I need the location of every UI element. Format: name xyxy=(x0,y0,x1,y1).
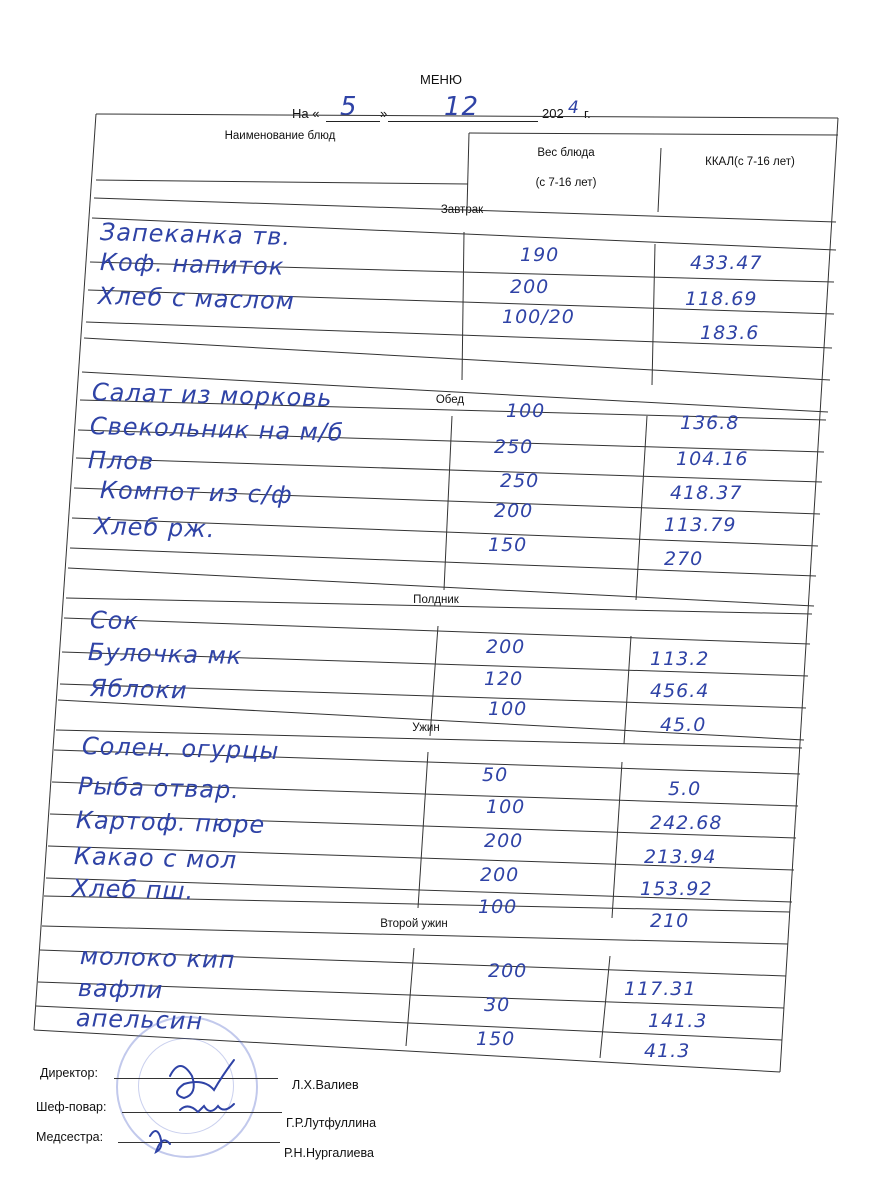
signature-director-role: Директор: xyxy=(40,1066,98,1080)
lunch-4-name: Компот из с/ф xyxy=(99,476,293,510)
lunch-4-kcal: 113.79 xyxy=(664,514,737,536)
lunch-2-weight: 250 xyxy=(494,436,534,458)
section-breakfast: Завтрак xyxy=(440,204,484,216)
second-dinner-2-name: вафли xyxy=(77,974,164,1005)
second-dinner-3-kcal: 41.3 xyxy=(644,1040,691,1062)
date-prefix: На « xyxy=(292,106,320,121)
dinner-2-weight: 100 xyxy=(486,796,526,818)
menu-title: МЕНЮ xyxy=(420,72,463,87)
signature-chef-name: Г.Р.Лутфуллина xyxy=(286,1116,377,1130)
dinner-4-weight: 200 xyxy=(480,864,520,886)
lunch-1-name: Салат из морковь xyxy=(91,378,333,413)
breakfast-1-kcal: 433.47 xyxy=(690,252,763,274)
dinner-1-name: Солен. огурцы xyxy=(81,732,280,766)
snack-4-kcal: 45.0 xyxy=(660,714,707,736)
second-dinner-1-kcal: 117.31 xyxy=(624,978,697,1000)
breakfast-2-name: Коф. напиток xyxy=(99,248,285,281)
handwritten-signatures xyxy=(140,1036,260,1166)
breakfast-1-name: Запеканка тв. xyxy=(99,218,292,251)
dinner-3-weight: 200 xyxy=(484,830,524,852)
date-year: 202 xyxy=(542,106,564,121)
snack-4-weight: 100 xyxy=(488,698,528,720)
signature-director-name: Л.Х.Валиев xyxy=(292,1078,359,1092)
date-day: 5 xyxy=(340,92,358,122)
second-dinner-1-weight: 200 xyxy=(488,960,528,982)
snack-1-name: Сок xyxy=(89,606,140,636)
dinner-3-kcal: 213.94 xyxy=(644,846,717,868)
lunch-3-name: Плов xyxy=(87,446,155,476)
breakfast-3-name: Хлеб с маслом xyxy=(97,282,296,316)
signature-chef-role: Шеф-повар: xyxy=(36,1100,107,1114)
dinner-2-kcal: 242.68 xyxy=(650,812,723,834)
breakfast-3-weight: 100/20 xyxy=(502,306,575,328)
section-snack: Полдник xyxy=(413,594,459,606)
date-month: 12 xyxy=(444,92,480,122)
signature-nurse-role: Медсестра: xyxy=(36,1130,104,1144)
section-second-dinner: Второй ужин xyxy=(380,918,448,930)
dinner-5-name: Хлеб пш. xyxy=(71,874,195,906)
col-header-kcal: ККАЛ(с 7-16 лет) xyxy=(705,156,795,168)
date-year-digit: 4 xyxy=(568,98,580,118)
table-top-border xyxy=(96,114,838,118)
second-dinner-1-name: молоко кип xyxy=(79,942,236,975)
lunch-5-kcal: 270 xyxy=(664,548,704,570)
col-header-weight: Вес блюда xyxy=(537,147,595,159)
breakfast-1-weight: 190 xyxy=(520,244,560,266)
dinner-4-kcal: 153.92 xyxy=(640,878,713,900)
lunch-5-name: Хлеб рж. xyxy=(93,512,216,544)
breakfast-2-kcal: 118.69 xyxy=(685,288,758,310)
second-dinner-2-kcal: 141.3 xyxy=(648,1010,708,1032)
snack-3-kcal: 456.4 xyxy=(650,680,710,702)
section-dinner: Ужин xyxy=(412,722,440,734)
director-signature xyxy=(170,1060,234,1098)
dinner-5-weight: 100 xyxy=(478,896,518,918)
lunch-2-kcal: 104.16 xyxy=(676,448,749,470)
breakfast-3-kcal: 183.6 xyxy=(700,322,760,344)
lunch-5-weight: 150 xyxy=(488,534,528,556)
lunch-3-kcal: 418.37 xyxy=(670,482,743,504)
date-suffix: г. xyxy=(584,106,591,121)
dinner-1-weight: 50 xyxy=(482,764,509,786)
dinner-3-name: Картоф. пюре xyxy=(75,806,266,839)
lunch-1-kcal: 136.8 xyxy=(680,412,740,434)
date-mid: » xyxy=(380,106,388,121)
table-right-border xyxy=(780,118,838,1072)
snack-3-weight: 120 xyxy=(484,668,524,690)
second-dinner-3-name: апельсин xyxy=(75,1004,204,1036)
second-dinner-3-weight: 150 xyxy=(476,1028,516,1050)
snack-2-weight: 200 xyxy=(486,636,526,658)
second-dinner-2-weight: 30 xyxy=(484,994,511,1016)
chef-signature xyxy=(180,1104,234,1112)
snack-2-name: Булочка мк xyxy=(87,638,243,671)
lunch-3-weight: 250 xyxy=(500,470,540,492)
lunch-1-weight: 100 xyxy=(506,400,546,422)
col-header-weight-age: (с 7-16 лет) xyxy=(535,177,597,189)
dinner-5-kcal: 210 xyxy=(650,910,690,932)
lunch-4-weight: 200 xyxy=(494,500,534,522)
dinner-2-name: Рыба отвар. xyxy=(77,772,241,805)
lunch-2-name: Свекольник на м/б xyxy=(89,412,345,447)
nurse-signature xyxy=(150,1131,170,1152)
dinner-1-kcal: 5.0 xyxy=(668,778,702,800)
section-lunch: Обед xyxy=(435,394,465,406)
signature-nurse-name: Р.Н.Нургалиева xyxy=(284,1146,374,1160)
snack-2-kcal: 113.2 xyxy=(650,648,710,670)
dinner-4-name: Какао с мол xyxy=(73,842,238,875)
breakfast-2-weight: 200 xyxy=(510,276,550,298)
col-header-name: Наименование блюд xyxy=(224,130,336,142)
snack-3-name: Яблоки xyxy=(89,674,188,705)
